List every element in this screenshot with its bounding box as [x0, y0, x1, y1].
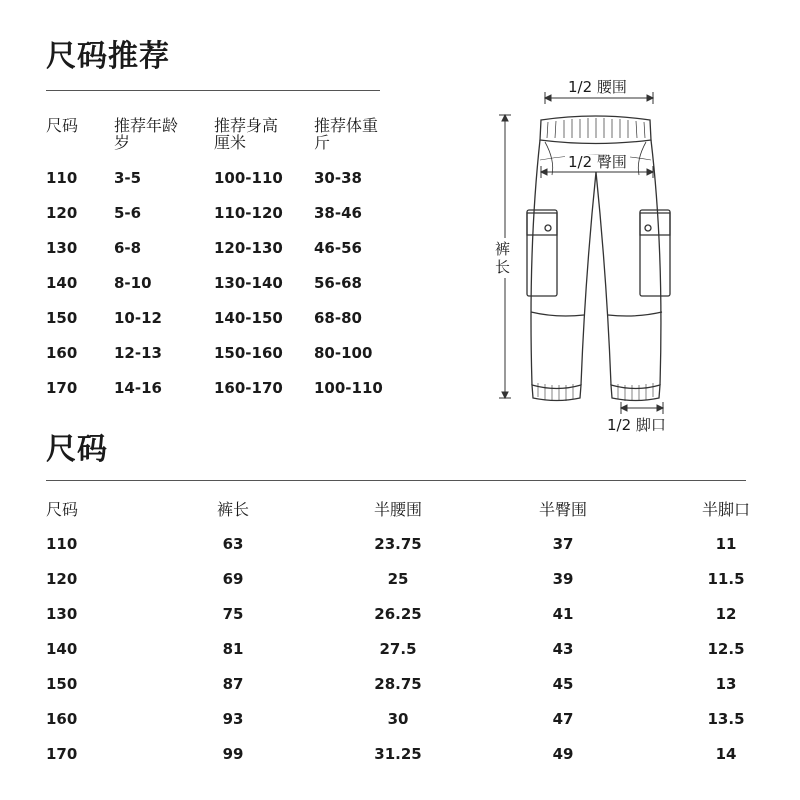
size-cell: 130 [46, 605, 78, 623]
size-header: 半脚口 [701, 500, 751, 519]
size-cell: 120 [46, 570, 78, 588]
recommend-cell: 130-140 [214, 274, 283, 292]
recommend-cell: 30-38 [314, 169, 362, 187]
size-cell: 11 [715, 535, 737, 553]
size-cell: 25 [387, 570, 409, 588]
recommend-cell: 14-16 [114, 379, 162, 397]
size-cell: 28.75 [374, 675, 422, 693]
size-cell: 47 [552, 710, 574, 728]
waist-label: 1/2 腰围 [565, 80, 630, 95]
size-cell: 41 [552, 605, 574, 623]
size-cell: 31.25 [374, 745, 422, 763]
size-cell: 140 [46, 640, 78, 658]
size-cell: 12.5 [707, 640, 745, 658]
size-cell: 23.75 [374, 535, 422, 553]
recommend-header: 尺码 [46, 116, 79, 135]
recommend-cell: 10-12 [114, 309, 162, 327]
size-cell: 93 [222, 710, 244, 728]
size-header: 尺码 [46, 500, 79, 519]
size-cell: 13 [715, 675, 737, 693]
size-header: 裤长 [216, 500, 250, 519]
hip-label: 1/2 臀围 [565, 155, 630, 170]
recommend-cell: 130 [46, 239, 78, 257]
recommend-cell: 100-110 [214, 169, 283, 187]
size-cell: 26.25 [374, 605, 422, 623]
size-cell: 45 [552, 675, 574, 693]
size-header: 半臀围 [538, 500, 588, 519]
recommend-cell: 68-80 [314, 309, 362, 327]
dimension-lines [499, 92, 663, 414]
length-label: 裤 长 [495, 240, 511, 276]
size-cell: 150 [46, 675, 78, 693]
recommend-cell: 8-10 [114, 274, 152, 292]
recommend-cell: 56-68 [314, 274, 362, 292]
recommend-header: 推荐体重 斤 [314, 116, 379, 152]
size-cell: 63 [222, 535, 244, 553]
recommend-header: 推荐身高 厘米 [214, 116, 279, 152]
recommend-cell: 160 [46, 344, 78, 362]
size-cell: 43 [552, 640, 574, 658]
recommend-title: 尺码推荐 [46, 39, 170, 74]
recommend-cell: 160-170 [214, 379, 283, 397]
recommend-cell: 120-130 [214, 239, 283, 257]
size-cell: 110 [46, 535, 78, 553]
recommend-cell: 120 [46, 204, 78, 222]
size-cell: 69 [222, 570, 244, 588]
recommend-cell: 3-5 [114, 169, 142, 187]
recommend-cell: 110 [46, 169, 78, 187]
recommend-cell: 5-6 [114, 204, 142, 222]
size-cell: 37 [552, 535, 574, 553]
size-title: 尺码 [46, 432, 108, 467]
recommend-cell: 46-56 [314, 239, 362, 257]
size-cell: 27.5 [379, 640, 417, 658]
recommend-cell: 38-46 [314, 204, 362, 222]
recommend-cell: 110-120 [214, 204, 283, 222]
recommend-cell: 12-13 [114, 344, 162, 362]
recommend-cell: 100-110 [314, 379, 383, 397]
size-title-rule [46, 480, 746, 481]
recommend-cell: 140 [46, 274, 78, 292]
size-cell: 49 [552, 745, 574, 763]
recommend-cell: 150 [46, 309, 78, 327]
size-cell: 14 [715, 745, 737, 763]
size-cell: 99 [222, 745, 244, 763]
size-cell: 13.5 [707, 710, 745, 728]
size-cell: 39 [552, 570, 574, 588]
size-cell: 30 [387, 710, 409, 728]
recommend-header: 推荐年龄 岁 [114, 116, 179, 152]
recommend-cell: 140-150 [214, 309, 283, 327]
recommend-cell: 6-8 [114, 239, 142, 257]
size-header: 半腰围 [373, 500, 423, 519]
size-cell: 12 [715, 605, 737, 623]
recommend-cell: 170 [46, 379, 78, 397]
size-cell: 87 [222, 675, 244, 693]
recommend-cell: 150-160 [214, 344, 283, 362]
size-cell: 11.5 [707, 570, 745, 588]
size-cell: 170 [46, 745, 78, 763]
size-cell: 81 [222, 640, 244, 658]
cuff-label: 1/2 脚口 [607, 416, 666, 434]
recommend-cell: 80-100 [314, 344, 373, 362]
size-cell: 75 [222, 605, 244, 623]
size-cell: 160 [46, 710, 78, 728]
